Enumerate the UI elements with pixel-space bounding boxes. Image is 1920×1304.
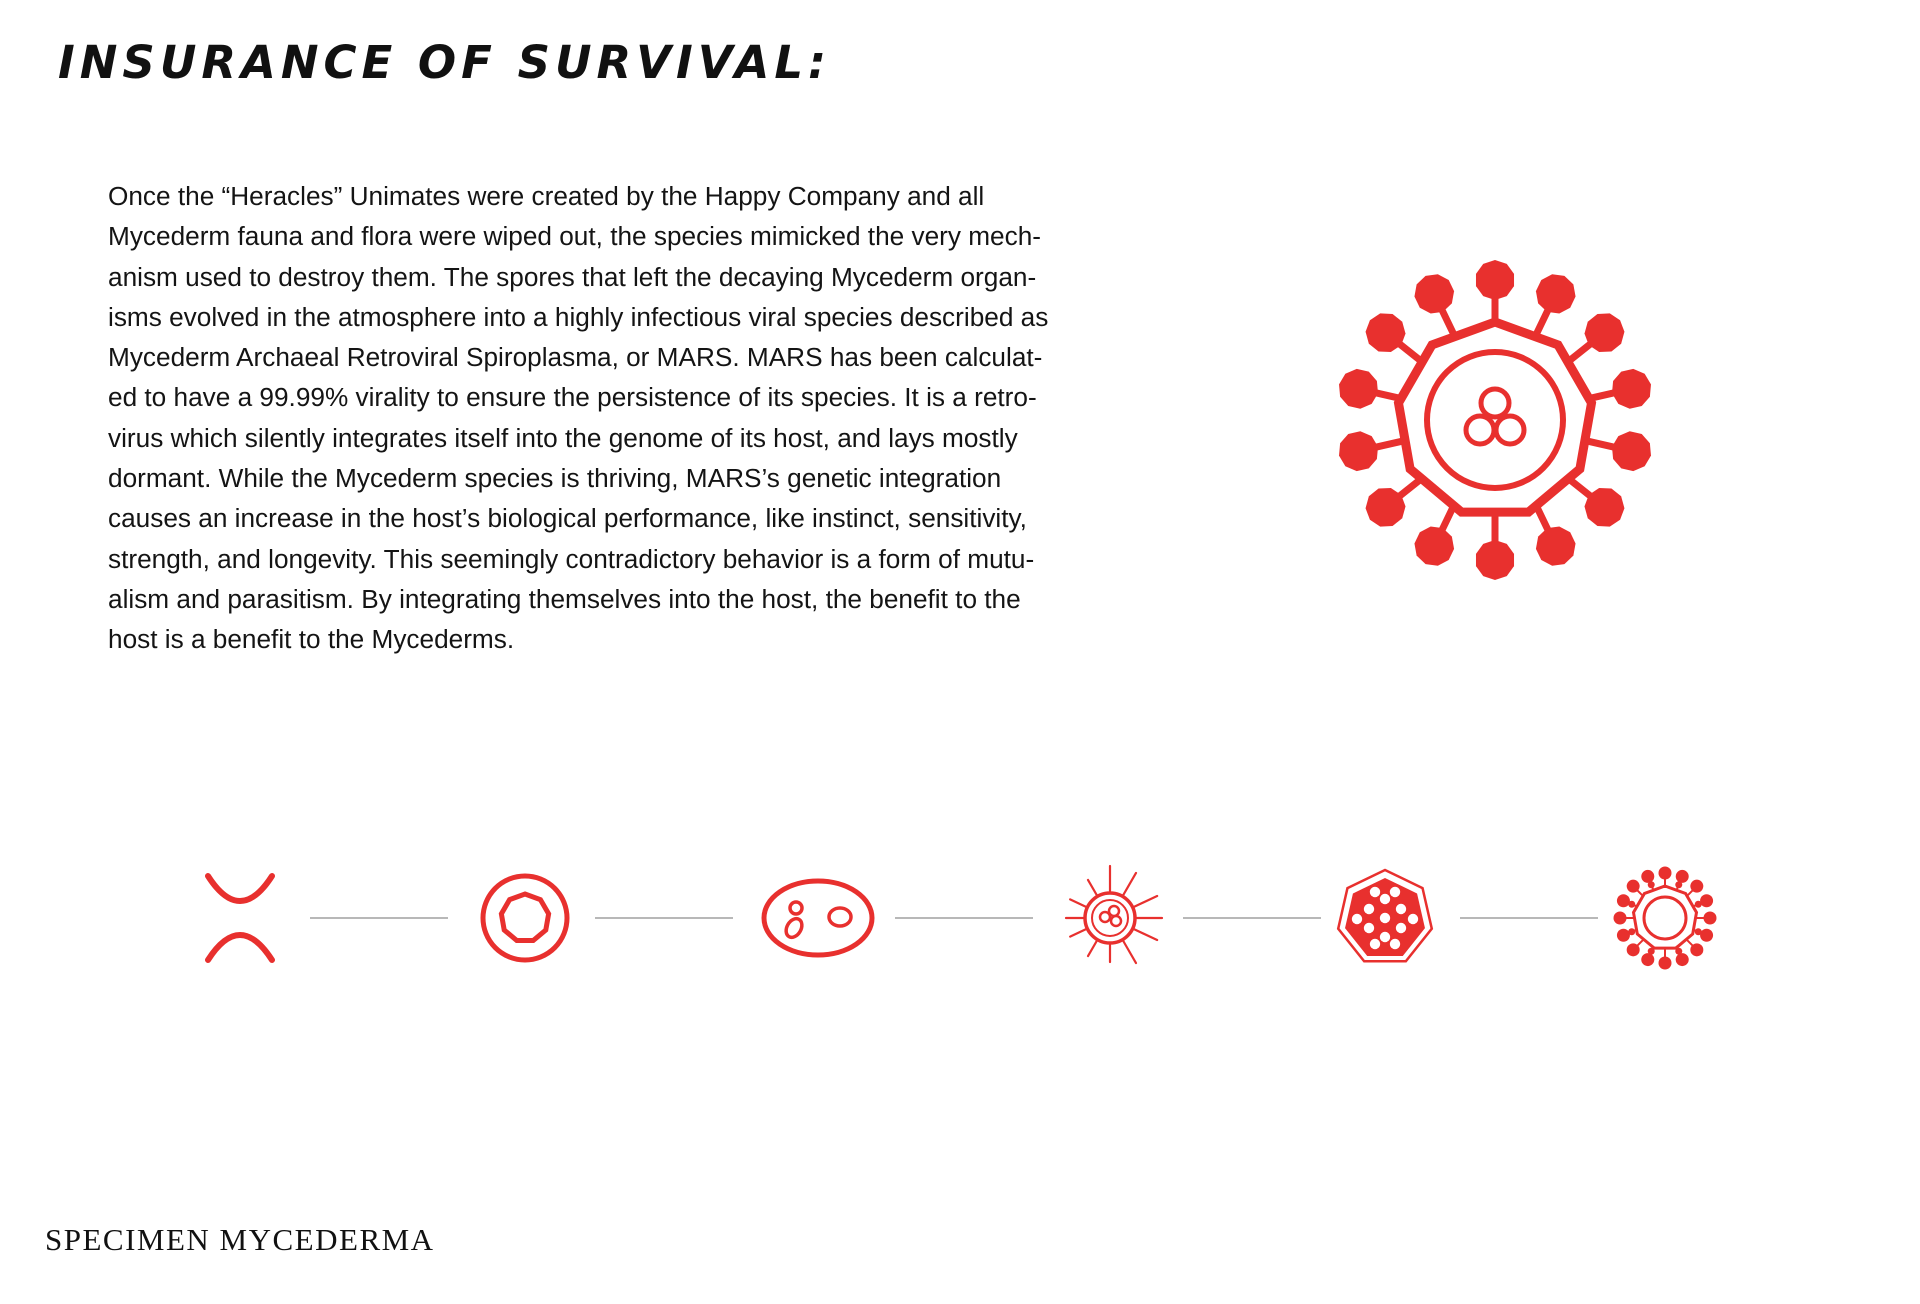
- body-line: virus which silently integrates itself into the genome of its host, and lays mostly: [108, 422, 1018, 453]
- ringed-cell-icon: [475, 868, 575, 968]
- body-line: anism used to destroy them. The spores that left the decaying Mycederm organ-: [108, 261, 1037, 292]
- body-line: alism and parasitism. By integrating themselves into the host, the benefit to the: [108, 583, 1021, 614]
- radiating-spore-icon: [1055, 863, 1165, 973]
- timeline-connector: [310, 917, 448, 919]
- oval-spore-icon: [758, 868, 878, 968]
- evolution-timeline: [190, 868, 1750, 988]
- timeline-connector: [1183, 917, 1321, 919]
- body-line: host is a benefit to the Mycederms.: [108, 624, 515, 655]
- body-line: Mycederm Archaeal Retroviral Spiroplasma, or MARS. MARS has been calculat-: [108, 342, 1043, 373]
- body-line: Mycederm fauna and flora were wiped out, the species mimicked the very mech-: [108, 221, 1041, 252]
- timeline-connector: [1460, 917, 1598, 919]
- body-line: isms evolved in the atmosphere into a highly infectious viral species described as: [108, 301, 1049, 332]
- body-line: ed to have a 99.99% virality to ensure the persistence of its species. It is a retro-: [108, 382, 1037, 413]
- body-line: strength, and longevity. This seemingly contradictory behavior is a form of mutu-: [108, 543, 1035, 574]
- timeline-connector: [595, 917, 733, 919]
- dotted-heptagon-icon: [1335, 868, 1435, 968]
- body-line: Once the “Heracles” Unimates were created by the Happy Company and all: [108, 181, 985, 211]
- body-line: dormant. While the Mycederm species is thriving, MARS’s genetic integration: [108, 463, 1002, 494]
- body-line: causes an increase in the host’s biological performance, like instinct, sensitivity,: [108, 503, 1027, 534]
- body-paragraph: [108, 176, 1188, 660]
- footer-label: SPECIMEN MYCEDERMA: [45, 1222, 435, 1257]
- timeline-connector: [895, 917, 1033, 919]
- budding-virus-icon: [1610, 863, 1720, 973]
- crossed-arcs-icon: [190, 868, 290, 968]
- mars-virus-icon: [1330, 255, 1660, 585]
- page-title: INSURANCE OF SURVIVAL:: [58, 36, 832, 89]
